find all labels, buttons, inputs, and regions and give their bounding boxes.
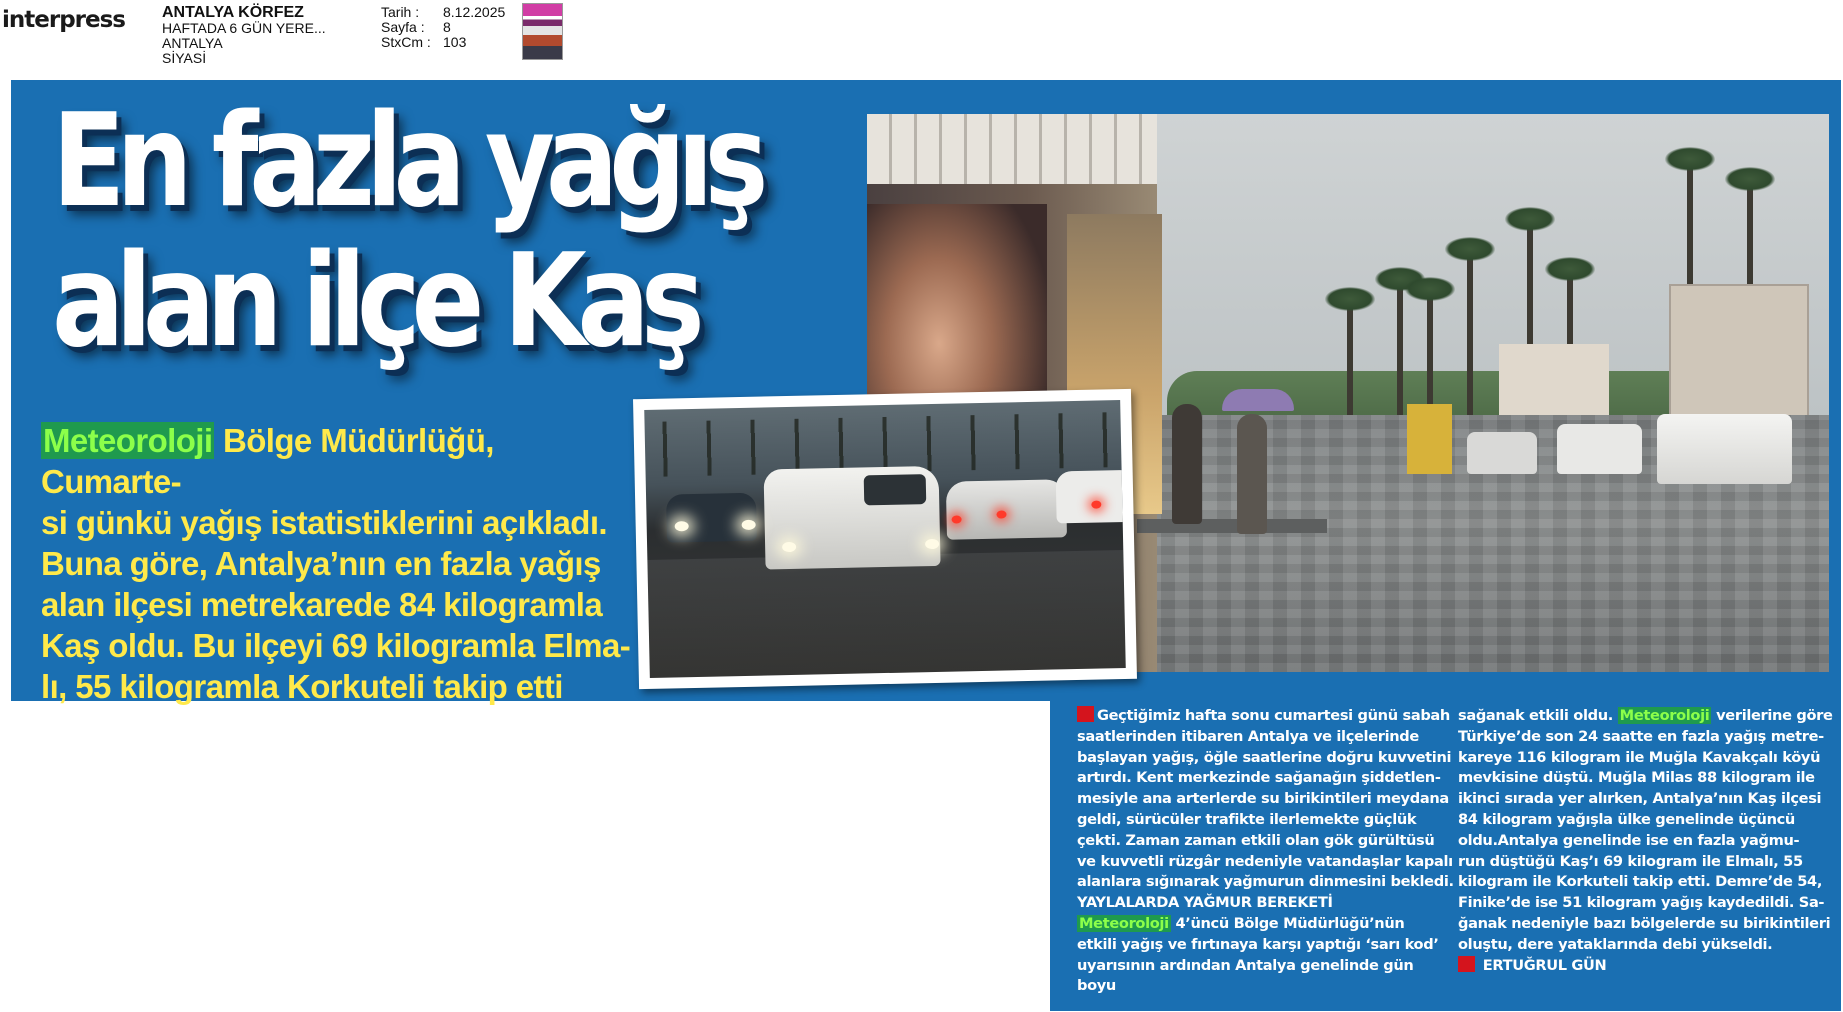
white-sedan	[946, 479, 1067, 540]
headline-line-1: En fazla yağış	[52, 87, 760, 236]
publication-city: ANTALYA	[162, 35, 223, 51]
publication-category: SİYASİ	[162, 50, 207, 66]
curb	[1137, 519, 1327, 533]
publication-name: ANTALYA KÖRFEZ	[162, 4, 304, 21]
byline: ERTUĞRUL GÜN	[1458, 956, 1836, 977]
palm-tree	[1347, 301, 1353, 421]
newspaper-page-thumbnail[interactable]	[522, 3, 563, 60]
palm-tree	[1397, 281, 1403, 421]
white-car	[1056, 470, 1126, 524]
building-facade	[867, 114, 1157, 184]
palm-tree	[1427, 291, 1433, 421]
size-label: StxCm :	[381, 34, 431, 50]
highlight-term: Meteoroloji	[1619, 707, 1710, 724]
clip-meta	[381, 5, 505, 50]
parked-car	[1557, 424, 1642, 474]
page-label: Sayfa :	[381, 19, 425, 35]
publication-frequency: HAFTADA 6 GÜN YERE...	[162, 20, 326, 36]
highlight-term: Meteoroloji	[1079, 914, 1169, 932]
white-van	[1657, 414, 1792, 484]
lead-paragraph: Meteoroloji Bölge Müdürlüğü, Cumarte- si günkü yağış istatistiklerini açıkladı. Buna göre, Antalya’nın en fazla yağış alan ilçesi metrekarede 84 kilogramla Kaş oldu. Bu ilçeyi 69 kilogramla Elma- lı, 55 kilogramla Korkuteli takip etti	[41, 422, 631, 705]
parked-car	[1467, 432, 1537, 474]
subheading: YAYLALARDA YAĞMUR BEREKETİ	[1077, 894, 1333, 912]
body-column-1: Geçtiğimiz hafta sonu cumartesi günü sabah saatlerinden itibaren Antalya ve ilçelerinde başlayan yağış, öğle saatlerine doğru kuvvetini artırdı. Kent merkezinde sağanağın şiddetlen- mesiyle ana arterlerde su birikintileri meydana geldi, sürücüler trafikte ilerlemekte güçlük çekti. Zaman zaman etkili olan gök gürültüsü ve kuvvetli rüzgâr nedeniyle vatandaşlar kapalı alanlara sığınarak yağmurun dinmesini bekledi. YAYLALARDA YAĞMUR BEREKETİ Meteoroloji 4’üncü Bölge Müdürlüğü’nün etkili yağış ve fırtınaya karşı yaptığı ‘sarı kod’ uyarısının ardından Antalya genelinde gün boyu	[1077, 707, 1454, 995]
white-van	[764, 466, 941, 570]
byline-marker	[1458, 956, 1475, 972]
yellow-kiosk	[1407, 404, 1452, 474]
traffic-rain-photo	[633, 389, 1137, 689]
headline-line-2: alan ilçe Kaş	[52, 227, 696, 376]
body-column-2: sağanak etkili oldu. Meteoroloji verilerine göre Türkiye’de son 24 saatte en fazla yağış metre- kareye 116 kilogram ile Muğla Kavakçalı köyü mevkisine düştü. Muğla Milas 88 kilogram ile ikinci sırada yer alırken, Antalya’nın Kaş ilçesi 84 kilogram yağışla ülke genelinde üçüncü oldu.Antalya genelinde ise en fazla yağmu- run düştüğü Kaş’ı 69 kilogram ile Elmalı, 55 kilogram ile Korkuteli takip etti. Demre’de 54, Finike’de ise 51 kilogram yağış kaydedildi. Sa- ğanak nedeniyle bazı bölgelerde su birikintileri oluştu, dere yataklarında debi yükseldi. ERTUĞRUL GÜN	[1458, 706, 1836, 976]
size-value: 103	[443, 34, 467, 50]
palm-tree	[1467, 251, 1473, 421]
paragraph-marker	[1077, 706, 1094, 722]
date-label: Tarih :	[381, 4, 420, 20]
wet-road	[647, 550, 1125, 678]
pedestrian	[1172, 404, 1202, 524]
page-value: 8	[443, 19, 451, 35]
traffic-photo-image	[644, 400, 1126, 678]
dark-car	[666, 493, 757, 543]
interpress-logo: interpress	[2, 7, 125, 33]
date-value: 8.12.2025	[443, 4, 506, 20]
umbrella	[1222, 389, 1294, 411]
pedestrian-with-umbrella	[1237, 414, 1267, 534]
highlight-term: Meteoroloji	[43, 422, 213, 459]
publication-info	[162, 5, 326, 66]
headline	[52, 87, 760, 376]
